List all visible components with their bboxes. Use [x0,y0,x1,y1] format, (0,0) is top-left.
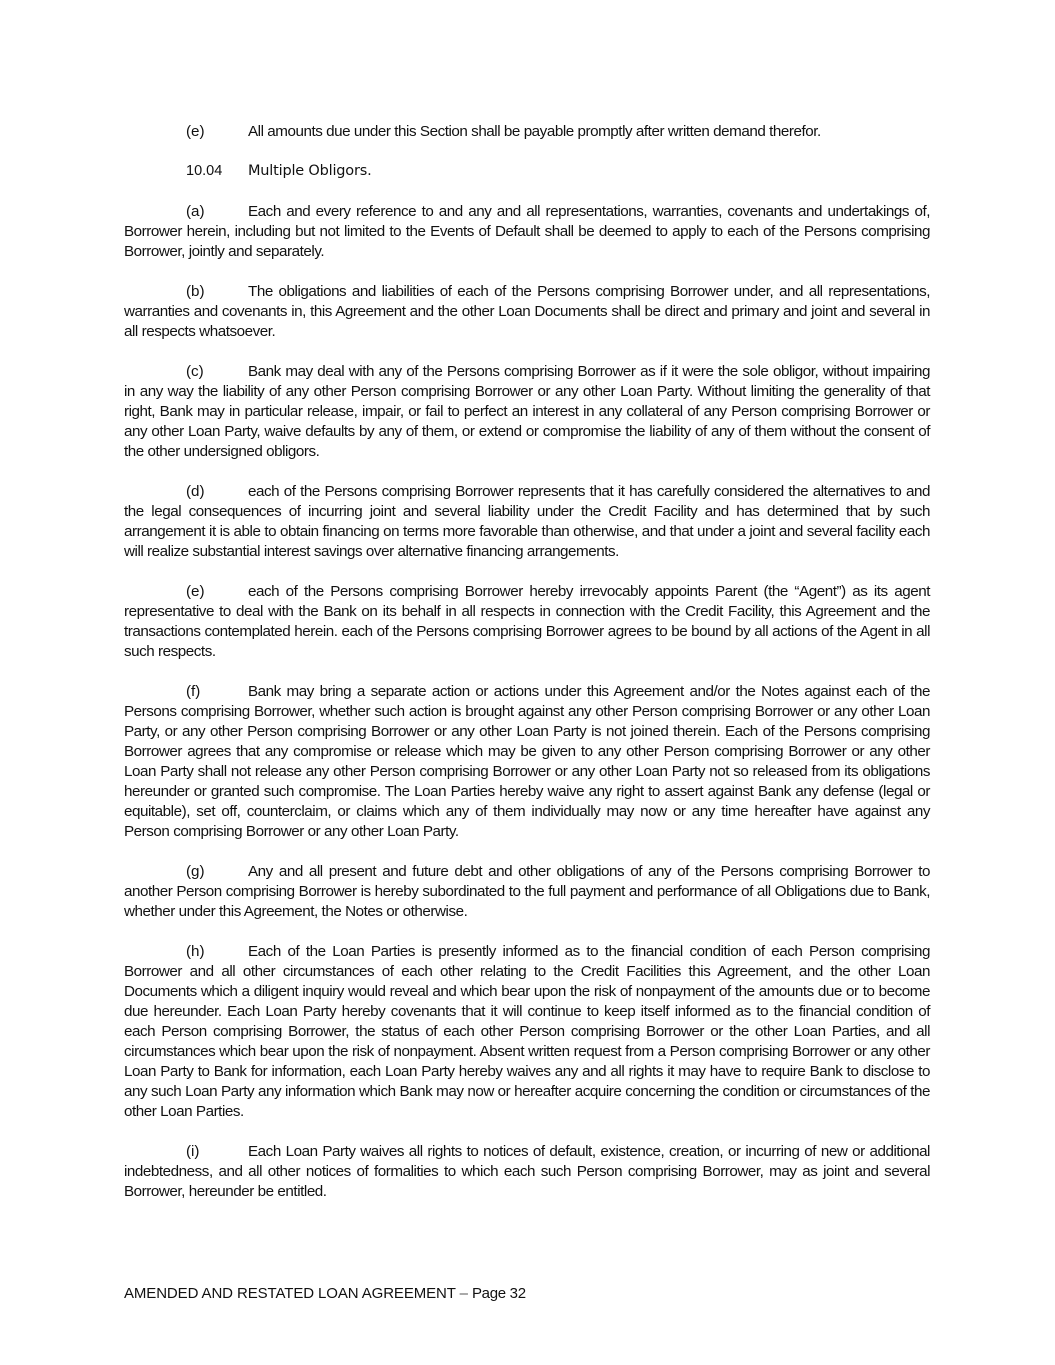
paragraph-label: (g) [186,863,205,880]
paragraph-text: The obligations and liabilities of each of the Persons comprising Borrower under, and all representations, warranties and covenants in, this Agreement and the other Loan Documents shall be direct and primary and joint and several in all respects whatsoever. [124,283,930,340]
paragraph-text: each of the Persons comprising Borrower represents that it has carefully considered the alternatives to and the legal consequences of incurring joint and several liability under the Credit Facility and has determined that by such arrangement it is able to obtain financing on terms more favorable than otherwise, and that under a joint and several facility each will realize substantial interest savings over alternative financing arrangements. [124,483,930,560]
paragraph-text: Each of the Loan Parties is presently informed as to the financial condition of each Person comprising Borrower and all other circumstances of each other relating to the Credit Facilities this Agreement, and the other Loan Documents which a diligent inquiry would reveal and which bear upon the risk of nonpayment of the amounts due or to become due hereunder. Each Loan Party hereby covenants that it will continue to keep itself informed as to the financial condition of each Person comprising Borrower, the status of each other Person comprising Borrower or the other Loan Parties, and all circumstances which bear upon the risk of nonpayment. Absent written request from a Person comprising Borrower or any other Loan Party to Bank for information, each Loan Party hereby waives any and all rights it may have to require Bank to disclose to any such Loan Party any information which Bank may now or hereafter acquire concerning the condition or circumstances of the other Loan Parties. [124,943,930,1120]
paragraph-h [124,942,930,1122]
page-footer [124,1284,526,1304]
paragraph-label: (i) [186,1143,200,1160]
paragraph-i [124,1142,930,1202]
document-page [124,122,930,1222]
paragraph-d [124,482,930,562]
paragraph-label: (b) [186,283,205,300]
paragraph-label: (e) [186,123,205,140]
section-heading [124,161,930,181]
paragraph-c [124,362,930,462]
footer-page-number: Page 32 [471,1285,526,1302]
paragraph-text: Bank may deal with any of the Persons comprising Borrower as if it were the sole obligor, without impairing in any way the liability of any other Person comprising Borrower or any other Loan Party. Without limiting the generality of that right, Bank may in particular release, impair, or fail to perfect an interest in any collateral of any Person comprising Borrower or any other Loan Party, waive defaults by any of them, or extend or compromise the liability of any of them without the consent of the other undersigned obligors. [124,363,930,460]
paragraph-f [124,682,930,842]
paragraph-text: Each and every reference to and any and all representations, warranties, covenants and undertakings of, Borrower herein, including but not limited to the Events of Default shall be deemed to apply to each of the Persons comprising Borrower, jointly and separately. [124,203,930,260]
paragraph-b [124,282,930,342]
paragraph-label: (h) [186,943,205,960]
paragraph-text: Each Loan Party waives all rights to notices of default, existence, creation, or incurring of new or additional indebtedness, and all other notices of formalities to which each such Person comprising Borrower, may as joint and several Borrower, hereunder be entitled. [124,1143,930,1200]
section-number: 10.04 [186,163,223,179]
paragraph-label: (f) [186,683,201,700]
paragraph-g [124,862,930,922]
paragraph-text: Bank may bring a separate action or actions under this Agreement and/or the Notes against each of the Persons comprising Borrower, whether such action is brought against any other Person comprising Borrower or any other Loan Party, or any other Person comprising Borrower or any other Loan Party is not joined therein. Each of the Persons comprising Borrower agrees that any compromise or release which may be given to any other Person comprising Borrower or any other Loan Party shall not release any other Person comprising Borrower or any other Loan Party not so released from its obligations hereunder or granted such compromise. The Loan Parties hereby waive any right to assert against Bank any defense (legal or equitable), set off, counterclaim, or claims which any of them individually may now or any time hereafter have against any Person comprising Borrower or any other Loan Party. [124,683,930,840]
paragraph-a [124,202,930,262]
paragraph-label: (e) [186,583,205,600]
paragraph-label: (c) [186,363,204,380]
paragraph-text: All amounts due under this Section shall be payable promptly after written demand therefor. [248,123,821,140]
footer-separator: – [459,1285,468,1302]
footer-title: AMENDED AND RESTATED LOAN AGREEMENT [124,1285,456,1302]
paragraph-text: each of the Persons comprising Borrower hereby irrevocably appoints Parent (the “Agent”) as its agent representative to deal with the Bank on its behalf in all respects in connection with the Credit Facility, this Agreement and the transactions contemplated herein. each of the Persons comprising Borrower agrees to be bound by all actions of the Agent in all such respects. [124,583,930,660]
paragraph-e-top [124,122,930,142]
paragraph-text: Any and all present and future debt and other obligations of any of the Persons comprising Borrower to another Person comprising Borrower is hereby subordinated to the full payment and performance of all Obligations due to Bank, whether under this Agreement, the Notes or otherwise. [124,863,930,920]
section-title: Multiple Obligors. [248,163,372,179]
paragraph-label: (a) [186,203,205,220]
paragraph-e [124,582,930,662]
paragraph-label: (d) [186,483,205,500]
